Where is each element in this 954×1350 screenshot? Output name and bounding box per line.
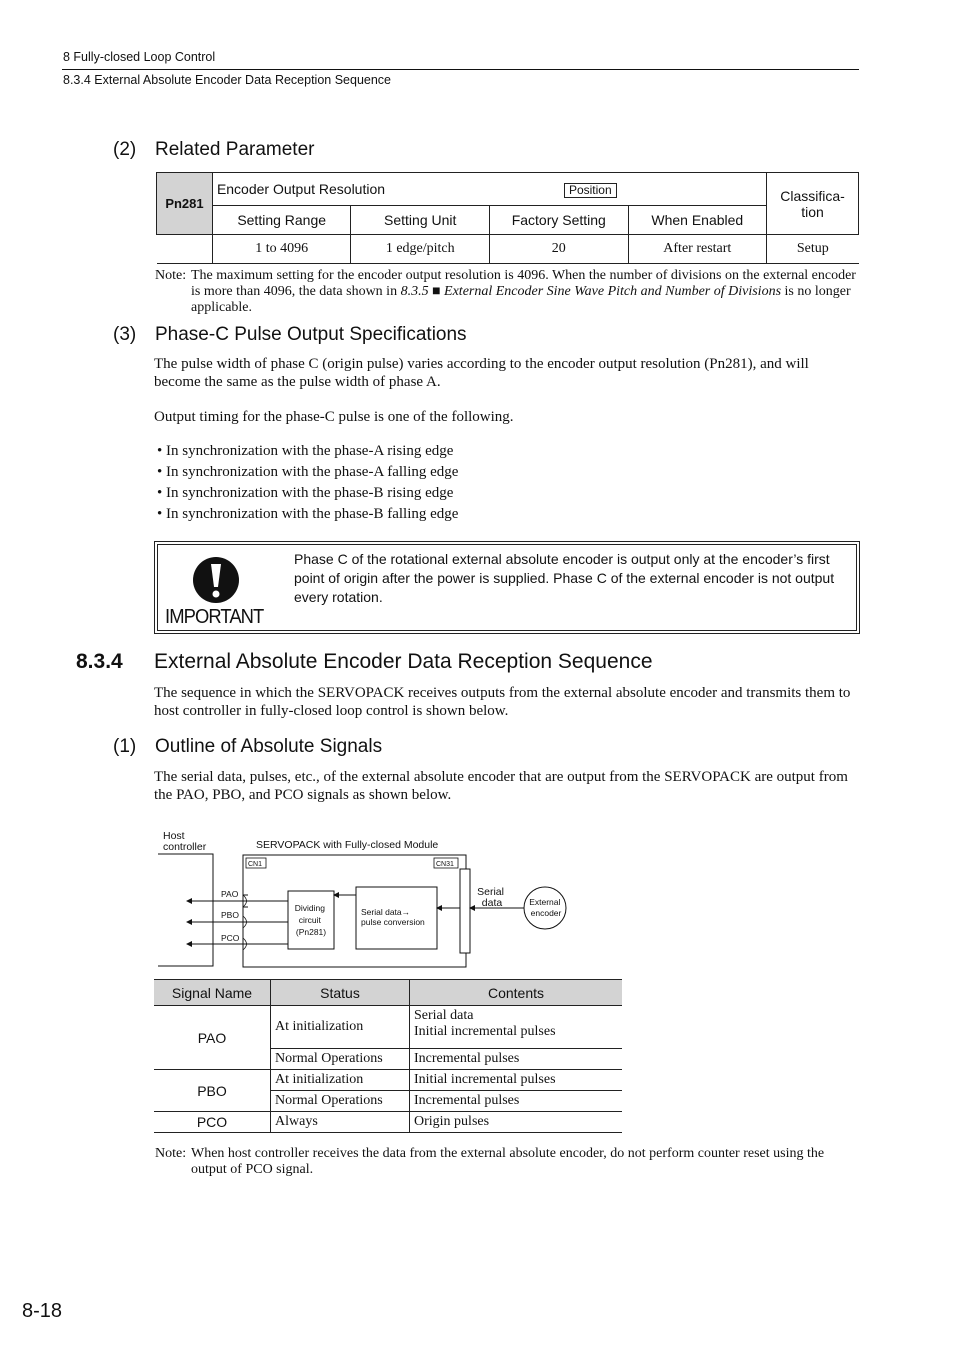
serial-data-label: Serial data <box>477 886 504 909</box>
phase-c-paragraph-1: The pulse width of phase C (origin pulse) varies according to the encoder output resolution (Pn281), and will become the same as the pulse width of phase A. <box>154 356 809 390</box>
important-inner-frame <box>157 544 857 631</box>
contents-cell: Serial data Initial incremental pulses <box>410 1006 623 1049</box>
col-setting-unit: Setting Unit <box>351 206 490 235</box>
contents-cell: Origin pulses <box>410 1112 623 1133</box>
cn31-label: CN31 <box>436 861 454 868</box>
val-factory-setting: 20 <box>490 235 629 264</box>
table-row <box>154 1112 622 1133</box>
heading-title: Related Parameter <box>155 139 315 160</box>
section-title-text: External Absolute Encoder Data Reception Sequence <box>154 650 653 673</box>
section-title <box>76 650 653 674</box>
blank-cell <box>157 235 213 264</box>
col-when-enabled: When Enabled <box>628 206 767 235</box>
signal-pao: PAO <box>154 1006 271 1070</box>
val-setting-unit: 1 edge/pitch <box>351 235 490 264</box>
phase-c-paragraph-2: Output timing for the phase-C pulse is one of the following. <box>154 409 514 425</box>
table-row <box>154 1070 622 1091</box>
col-contents: Contents <box>410 980 623 1006</box>
pao-label: PAO <box>221 889 239 899</box>
signal-table <box>154 979 622 1133</box>
val-when-enabled: After restart <box>628 235 767 264</box>
note-text: When host controller receives the data from the external absolute encoder, do not perform counter reset using the output of PCO signal. <box>191 1146 825 1177</box>
status-cell: At initialization <box>271 1006 410 1049</box>
list-item: • In synchronization with the phase-A rising edge <box>157 443 454 459</box>
chapter-header: 8 Fully-closed Loop Control <box>63 50 216 64</box>
parameter-note <box>155 268 856 316</box>
heading-outline <box>113 736 382 758</box>
section-paragraph: The sequence in which the SERVOPACK receives outputs from the external absolute encoder and transmits them to host controller in fully-closed loop control is shown below. <box>154 685 851 719</box>
parameter-table <box>156 172 859 264</box>
val-classification: Setup <box>767 235 859 264</box>
list-item: • In synchronization with the phase-A falling edge <box>157 464 459 480</box>
dividing-circuit-label: Dividing circuit (Pn281) <box>294 903 327 937</box>
classification-header: Classifica- tion <box>767 173 859 235</box>
status-cell: Always <box>271 1112 410 1133</box>
status-cell: Normal Operations <box>271 1091 410 1112</box>
col-signal-name: Signal Name <box>154 980 271 1006</box>
col-status: Status <box>271 980 410 1006</box>
contents-cell: Incremental pulses <box>410 1091 623 1112</box>
parameter-number: Pn281 <box>157 173 213 235</box>
heading-title: Outline of Absolute Signals <box>155 736 383 757</box>
host-controller-frame <box>158 854 213 966</box>
cn31-bar <box>460 869 470 953</box>
heading-phase-c <box>113 324 467 346</box>
status-cell: At initialization <box>271 1070 410 1091</box>
list-item: • In synchronization with the phase-B falling edge <box>157 506 459 522</box>
external-encoder-label: External encoder <box>529 897 562 918</box>
important-label: IMPORTANT <box>165 606 264 628</box>
phase-c-bullet-list <box>157 441 458 525</box>
contents-cell: Incremental pulses <box>410 1049 623 1070</box>
important-box <box>154 541 860 634</box>
signal-pbo: PBO <box>154 1070 271 1112</box>
servopack-label: SERVOPACK with Fully-closed Module <box>256 839 439 851</box>
note-label: Note: <box>155 268 187 283</box>
signal-note <box>155 1146 856 1178</box>
heading-related-parameter <box>113 139 314 161</box>
heading-number: (3) <box>113 324 137 345</box>
list-item: • In synchronization with the phase-B rising edge <box>157 485 454 501</box>
header-rule <box>62 69 859 70</box>
position-badge: Position <box>564 183 617 198</box>
signal-pco: PCO <box>154 1112 271 1133</box>
parameter-name-cell <box>212 173 766 206</box>
heading-number: (1) <box>113 736 137 757</box>
pbo-label: PBO <box>221 910 239 920</box>
col-setting-range: Setting Range <box>212 206 351 235</box>
col-factory-setting: Factory Setting <box>490 206 629 235</box>
signal-diagram <box>150 825 580 975</box>
conversion-label: Serial data→ pulse conversion <box>361 907 425 927</box>
section-header: 8.3.4 External Absolute Encoder Data Reception Sequence <box>63 73 391 87</box>
heading-title: Phase-C Pulse Output Specifications <box>155 324 467 345</box>
parameter-name: Encoder Output Resolution <box>216 180 386 197</box>
outline-paragraph: The serial data, pulses, etc., of the external absolute encoder that are output from the SERVOPACK are output from the PAO, PBO, and PCO signals as shown below. <box>154 769 848 803</box>
val-setting-range: 1 to 4096 <box>212 235 351 264</box>
page-number: 8-18 <box>22 1300 63 1322</box>
heading-number: (2) <box>113 139 137 160</box>
host-controller-label: Host controller <box>163 830 207 853</box>
table-row <box>154 1006 622 1049</box>
section-number: 8.3.4 <box>76 650 123 673</box>
cn1-label: CN1 <box>248 861 263 868</box>
pco-label: PCO <box>221 933 240 943</box>
exclamation-icon <box>192 556 240 604</box>
contents-cell: Initial incremental pulses <box>410 1070 623 1091</box>
note-text: The maximum setting for the encoder output resolution is 4096. When the number of divisions on the external encoder is more than 4096, the data shown in 8.3.5 ■ External Encoder Sine Wave Pitch and Number of Divisions is no longer applicable. <box>191 268 856 315</box>
status-cell: Normal Operations <box>271 1049 410 1070</box>
note-label: Note: <box>155 1146 187 1161</box>
important-text: Phase C of the rotational external absolute encoder is output only at the encoder’s first point of origin after the power is supplied. Phase C of the external encoder is not output every rotation. <box>294 551 835 605</box>
